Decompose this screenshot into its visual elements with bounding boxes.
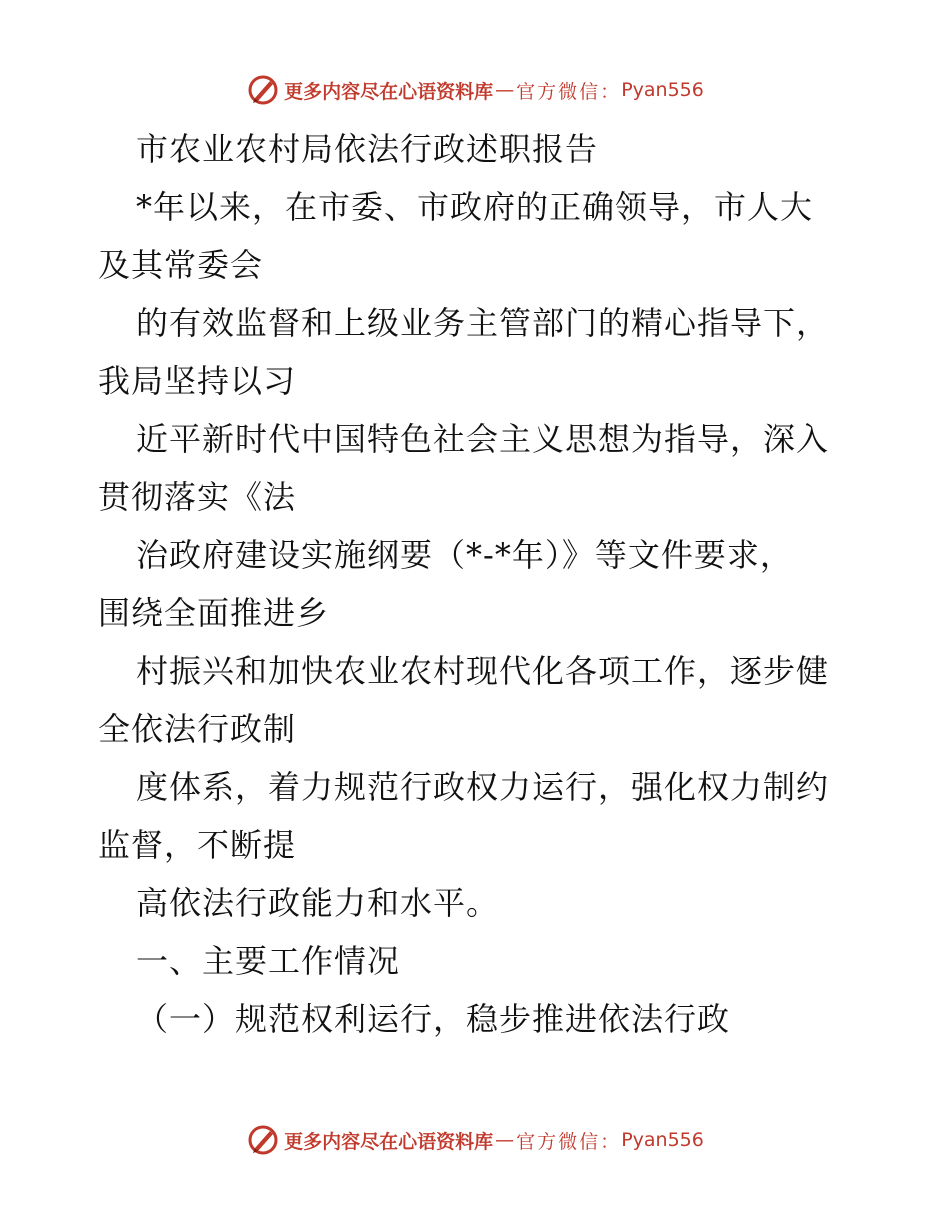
doc-line: 的有效监督和上级业务主管部门的精心指导下， bbox=[136, 304, 830, 342]
doc-line: 村振兴和加快农业农村现代化各项工作，逐步健 bbox=[136, 652, 830, 690]
banner-separator: — bbox=[495, 79, 515, 101]
doc-line: 监督，不断提 bbox=[98, 826, 297, 864]
doc-line: 治政府建设实施纲要（*-*年）》等文件要求， bbox=[136, 536, 793, 574]
subsection-heading: （一）规范权利运行，稳步推进依法行政 bbox=[136, 1000, 731, 1038]
footer-watermark-banner bbox=[0, 1120, 950, 1160]
document-body bbox=[98, 120, 858, 1048]
pen-logo-icon bbox=[246, 73, 280, 107]
doc-line: *年以来，在市委、市政府的正确领导，市人大 bbox=[136, 188, 814, 226]
doc-line: 高依法行政能力和水平。 bbox=[136, 884, 500, 922]
wechat-label: 官方微信： bbox=[516, 1130, 622, 1153]
doc-line: 围绕全面推进乡 bbox=[98, 594, 330, 632]
doc-line: 近平新时代中国特色社会主义思想为指导，深入 bbox=[136, 420, 830, 458]
section-heading: 一、主要工作情况 bbox=[136, 942, 401, 980]
wechat-id: Pyan556 bbox=[621, 1129, 704, 1151]
promo-text: 更多内容尽在心语资料库 bbox=[284, 80, 494, 103]
header-watermark-banner bbox=[0, 70, 950, 110]
wechat-label: 官方微信： bbox=[516, 80, 622, 103]
pen-logo-icon bbox=[246, 1123, 280, 1157]
promo-text: 更多内容尽在心语资料库 bbox=[284, 1130, 494, 1153]
doc-line: 全依法行政制 bbox=[98, 710, 297, 748]
doc-line: 贯彻落实《法 bbox=[98, 478, 297, 516]
banner-separator: — bbox=[495, 1129, 515, 1151]
doc-title: 市农业农村局依法行政述职报告 bbox=[136, 130, 599, 168]
doc-line: 度体系，着力规范行政权力运行，强化权力制约 bbox=[136, 768, 830, 806]
doc-line: 及其常委会 bbox=[98, 246, 264, 284]
doc-line: 我局坚持以习 bbox=[98, 362, 297, 400]
wechat-id: Pyan556 bbox=[621, 79, 704, 101]
